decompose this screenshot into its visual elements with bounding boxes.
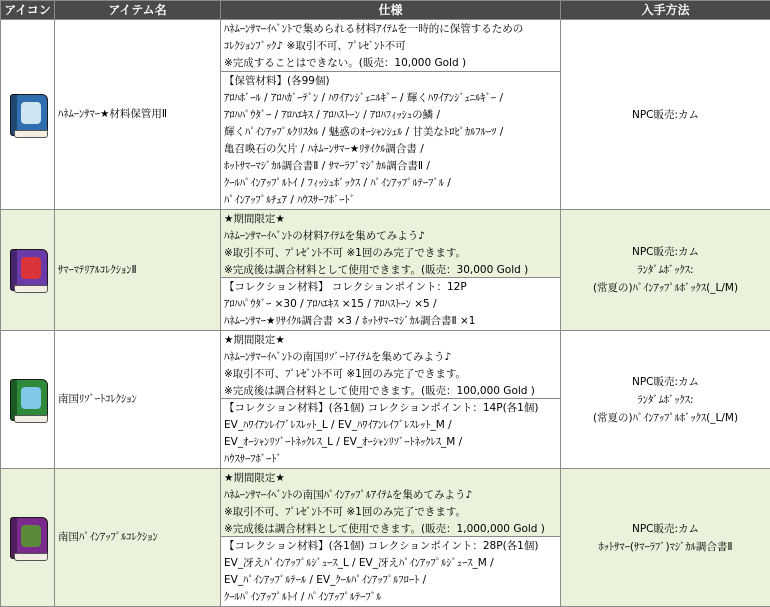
material-line: ﾊｳｽｻｰﾌﾎﾞｰﾄﾞ (224, 451, 557, 468)
material-line: ﾊﾈﾑｰﾝｻﾏｰ★ﾘｻｲｸﾙ調合書 ×3 / ﾎｯﾄｻﾏｰﾏｼﾞｶﾙ調合書Ⅱ ×1 (224, 313, 557, 330)
spec-line: ﾊﾈﾑｰﾝｻﾏｰｲﾍﾞﾝﾄの材料ｱｲﾃﾑを集めてみよう♪ (224, 228, 557, 245)
spec-line: ★期間限定★ (224, 211, 557, 228)
spec-cell (221, 469, 561, 607)
table-row (1, 20, 770, 210)
material-line: ﾊﾟｲﾝｱｯﾌﾟﾙﾁｪｱ / ﾊｳｽｻｰﾌﾎﾞｰﾄﾞ (224, 192, 557, 209)
obtain-line: (常夏の)ﾊﾟｲﾝｱｯﾌﾟﾙﾎﾞｯｸｽ(_L/M) (561, 279, 770, 297)
table-row (1, 331, 770, 469)
obtain-line: ﾎｯﾄｻﾏｰ(ｻﾏｰﾗﾌﾞ)ﾏｼﾞｶﾙ調合書Ⅱ (561, 538, 770, 556)
material-line: EV_ﾊﾟｲﾝｱｯﾌﾟﾙﾃｰﾙ / EV_ｸｰﾙﾊﾟｲﾝｱｯﾌﾟﾙﾌﾛｰﾄ / (224, 572, 557, 589)
spec-description (221, 331, 560, 399)
material-line: 輝くﾊﾟｲﾝｱｯﾌﾟﾙｸﾘｽﾀﾙ / 魅惑のｵｰｼｬﾝｼｪﾙ / 甘美なﾄﾛﾋﾟｶﾙﾌﾙｰﾂ / (224, 124, 557, 141)
obtain-cell (561, 469, 770, 607)
spec-line: ﾊﾈﾑｰﾝｻﾏｰｲﾍﾞﾝﾄの南国ﾘｿﾞｰﾄｱｲﾃﾑを集めてみよう♪ (224, 349, 557, 366)
item-name: 南国ﾘｿﾞｰﾄｺﾚｸｼｮﾝ (55, 331, 221, 469)
obtain-cell (561, 331, 770, 469)
header-row (1, 1, 770, 20)
spec-cell (221, 210, 561, 331)
spec-line: ※完成後は調合材料として使用できます。(販売：1,000,000 Gold ) (224, 521, 557, 538)
material-line: EV_ﾊﾜｲｱﾝﾚｲﾌﾞﾚｽﾚｯﾄ_L / EV_ﾊﾜｲｱﾝﾚｲﾌﾞﾚｽﾚｯﾄ_M / (224, 417, 557, 434)
material-line: 【コレクション材料】(各1個) コレクションポイント：14P(各1個) (224, 400, 557, 417)
spec-line: ﾊﾈﾑｰﾝｻﾏｰｲﾍﾞﾝﾄで集められる材料ｱｲﾃﾑを一時的に保管するための (224, 21, 557, 38)
obtain-cell (561, 210, 770, 331)
obtain-line: ﾗﾝﾀﾞﾑﾎﾞｯｸｽ: (561, 391, 770, 409)
icon-cell (1, 331, 55, 469)
header-spec: 仕様 (221, 1, 561, 20)
item-name: 南国ﾊﾟｲﾝｱｯﾌﾟﾙｺﾚｸｼｮﾝ (55, 469, 221, 607)
obtain-line: NPC販売:カム (561, 106, 770, 124)
material-line: 【コレクション材料】 コレクションポイント：12P (224, 279, 557, 296)
material-line: ﾎｯﾄｻﾏｰﾏｼﾞｶﾙ調合書Ⅱ / ｻﾏｰﾗﾌﾞﾏｼﾞｶﾙ調合書Ⅱ / (224, 158, 557, 175)
icon-cell (1, 20, 55, 210)
spec-description (221, 210, 560, 278)
spec-line: ★期間限定★ (224, 470, 557, 487)
spec-line: ※取引不可、ﾌﾟﾚｾﾞﾝﾄ不可 ※1回のみ完了できます。 (224, 366, 557, 383)
spec-line: ※完成後は調合材料として使用できます。(販売：30,000 Gold ) (224, 262, 557, 279)
spec-materials (221, 399, 560, 468)
obtain-line: NPC販売:カム (561, 243, 770, 261)
spec-materials (221, 537, 560, 606)
header-icon: アイコン (1, 1, 55, 20)
spec-line: ※完成後は調合材料として使用できます。(販売：100,000 Gold ) (224, 383, 557, 400)
spec-cell (221, 331, 561, 469)
obtain-cell (561, 20, 770, 210)
icon-cell (1, 210, 55, 331)
header-obtain: 入手方法 (561, 1, 770, 20)
material-line: ｱﾛﾊﾎﾞｰﾙ / ｱﾛﾊｶﾞｰﾃﾞﾝ / ﾊﾜｲｱﾝｼﾞｪﾆﾙｷﾞｰ / 輝くﾊﾜｲｱﾝｼﾞｪﾆﾙｷﾞｰ / (224, 90, 557, 107)
table-row (1, 469, 770, 607)
obtain-line: ﾗﾝﾀﾞﾑﾎﾞｯｸｽ: (561, 261, 770, 279)
obtain-line: (常夏の)ﾊﾟｲﾝｱｯﾌﾟﾙﾎﾞｯｸｽ(_L/M) (561, 409, 770, 427)
spec-description (221, 469, 560, 537)
material-line: ｸｰﾙﾊﾟｲﾝｱｯﾌﾟﾙﾄｲ / ﾊﾟｲﾝｱｯﾌﾟﾙﾃｰﾌﾞﾙ (224, 589, 557, 606)
spec-line: ※完成することはできない。(販売：10,000 Gold ) (224, 55, 557, 72)
obtain-line: NPC販売:カム (561, 520, 770, 538)
item-name: ｻﾏｰﾏﾃﾘｱﾙｺﾚｸｼｮﾝⅡ (55, 210, 221, 331)
material-line: ｱﾛﾊﾊﾟｳﾀﾞｰ ×30 / ｱﾛﾊｴｷｽ ×15 / ｱﾛﾊｽﾄｰﾝ ×5 / (224, 296, 557, 313)
violet-book-icon (6, 515, 50, 561)
material-line: ｱﾛﾊﾊﾟｳﾀﾞｰ / ｱﾛﾊｴｷｽ / ｱﾛﾊｽﾄｰﾝ / ｱﾛﾊﾌｨｯｼｭの鱗 / (224, 107, 557, 124)
spec-materials (221, 278, 560, 330)
spec-description (221, 20, 560, 72)
header-name: アイテム名 (55, 1, 221, 20)
spec-line: ※取引不可、ﾌﾟﾚｾﾞﾝﾄ不可 ※1回のみ完了できます。 (224, 504, 557, 521)
spec-line: ★期間限定★ (224, 332, 557, 349)
icon-cell (1, 469, 55, 607)
spec-cell (221, 20, 561, 210)
obtain-line: NPC販売:カム (561, 373, 770, 391)
blue-book-icon (6, 92, 50, 138)
material-line: EV_ｵｰｼｬﾝﾘｿﾞｰﾄﾈｯｸﾚｽ_L / EV_ｵｰｼｬﾝﾘｿﾞｰﾄﾈｯｸﾚｽ_M / (224, 434, 557, 451)
material-line: ｸｰﾙﾊﾟｲﾝｱｯﾌﾟﾙﾄｲ / ﾌｨｯｼｭﾎﾞｯｸｽ / ﾊﾟｲﾝｱｯﾌﾟﾙﾃｰﾌﾞﾙ / (224, 175, 557, 192)
purple-book-icon (6, 247, 50, 293)
material-line: 【保管材料】(各99個) (224, 73, 557, 90)
spec-line: ﾊﾈﾑｰﾝｻﾏｰｲﾍﾞﾝﾄの南国ﾊﾟｲﾝｱｯﾌﾟﾙｱｲﾃﾑを集めてみよう♪ (224, 487, 557, 504)
item-name: ﾊﾈﾑｰﾝｻﾏｰ★材料保管用Ⅱ (55, 20, 221, 210)
material-line: 亀召喚石の欠片 / ﾊﾈﾑｰﾝｻﾏｰ★ﾘｻｲｸﾙ調合書 / (224, 141, 557, 158)
spec-line: ※取引不可、ﾌﾟﾚｾﾞﾝﾄ不可 ※1回のみ完了できます。 (224, 245, 557, 262)
material-line: 【コレクション材料】(各1個) コレクションポイント：28P(各1個) (224, 538, 557, 555)
spec-line: ｺﾚｸｼｮﾝﾌﾞｯｸ♪ ※取引不可、ﾌﾟﾚｾﾞﾝﾄ不可 (224, 38, 557, 55)
green-book-icon (6, 377, 50, 423)
spec-materials (221, 72, 560, 209)
material-line: EV_冴えﾊﾟｲﾝｱｯﾌﾟﾙｼﾞｭｰｽ_L / EV_冴えﾊﾟｲﾝｱｯﾌﾟﾙｼﾞｭｰｽ_M / (224, 555, 557, 572)
table-row (1, 210, 770, 331)
